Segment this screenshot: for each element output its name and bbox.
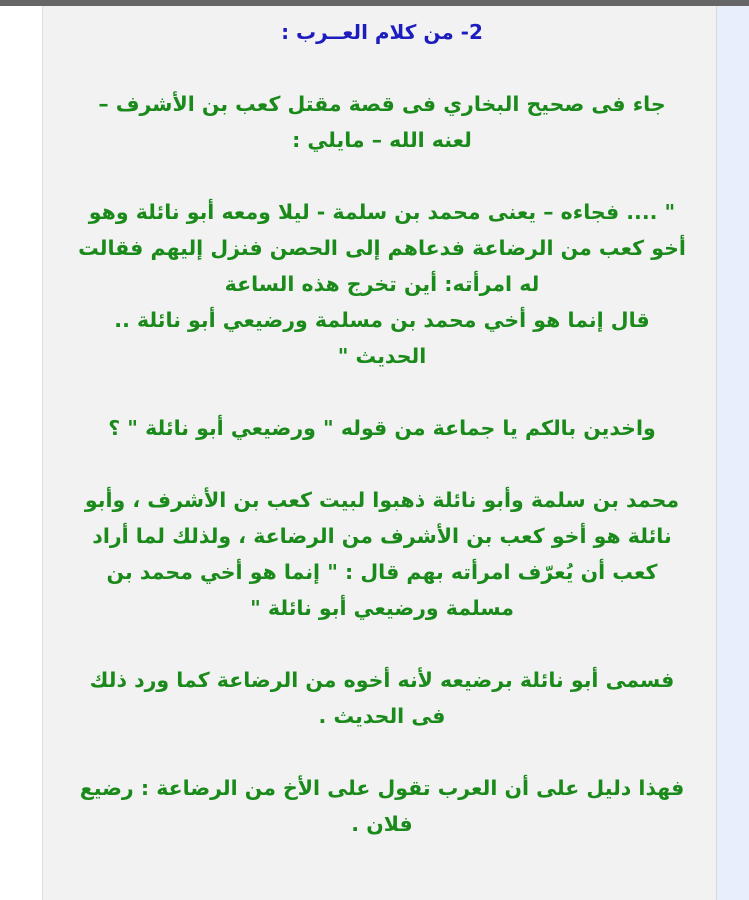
paragraph-naming (58, 662, 706, 734)
right-scroll-strip (717, 6, 749, 900)
text-line: مسلمة ورضيعي أبو نائلة " (250, 596, 514, 620)
paragraph-question (58, 410, 706, 446)
text-line: قال إنما هو أخي محمد بن مسلمة ورضيعي أبو نائلة .. (114, 308, 650, 332)
text-line: فلان . (351, 812, 413, 836)
text-line: " .... فجاءه – يعنى محمد بن سلمة - ليلا ومعه أبو نائلة وهو (88, 200, 676, 224)
text-line: أخو كعب من الرضاعة فدعاهم إلى الحصن فنزل إليهم فقالت (78, 236, 686, 260)
paragraph-intro (58, 86, 706, 158)
article-body (58, 14, 706, 878)
text-line: فى الحديث . (318, 704, 446, 728)
text-line: نائلة هو أخو كعب بن الأشرف من الرضاعة ، ولذلك لما أراد (92, 524, 672, 548)
left-margin (0, 6, 42, 900)
paragraph-explanation (58, 482, 706, 626)
paragraph-conclusion (58, 770, 706, 842)
text-line: فهذا دليل على أن العرب تقول على الأخ من الرضاعة : رضيع (79, 776, 685, 800)
text-line: واخدين بالكم يا جماعة من قوله " ورضيعي أبو نائلة " ؟ (108, 416, 656, 440)
text-line: فسمى أبو نائلة برضيعه لأنه أخوه من الرضاعة كما ورد ذلك (89, 668, 675, 692)
text-line: كعب أن يُعرّف امرأته بهم قال : " إنما هو أخي محمد بن (106, 560, 658, 584)
paragraph-hadith-quote (58, 194, 706, 374)
text-line: محمد بن سلمة وأبو نائلة ذهبوا لبيت كعب بن الأشرف ، وأبو (84, 488, 680, 512)
text-line: جاء فى صحيح البخاري فى قصة مقتل كعب بن الأشرف – (98, 92, 666, 116)
section-heading: 2- من كلام العــرب : (281, 20, 483, 44)
text-line: له امرأته: أين تخرج هذه الساعة (224, 272, 540, 296)
text-line: لعنه الله – مايلي : (292, 128, 472, 152)
text-line: الحديث " (337, 344, 427, 368)
